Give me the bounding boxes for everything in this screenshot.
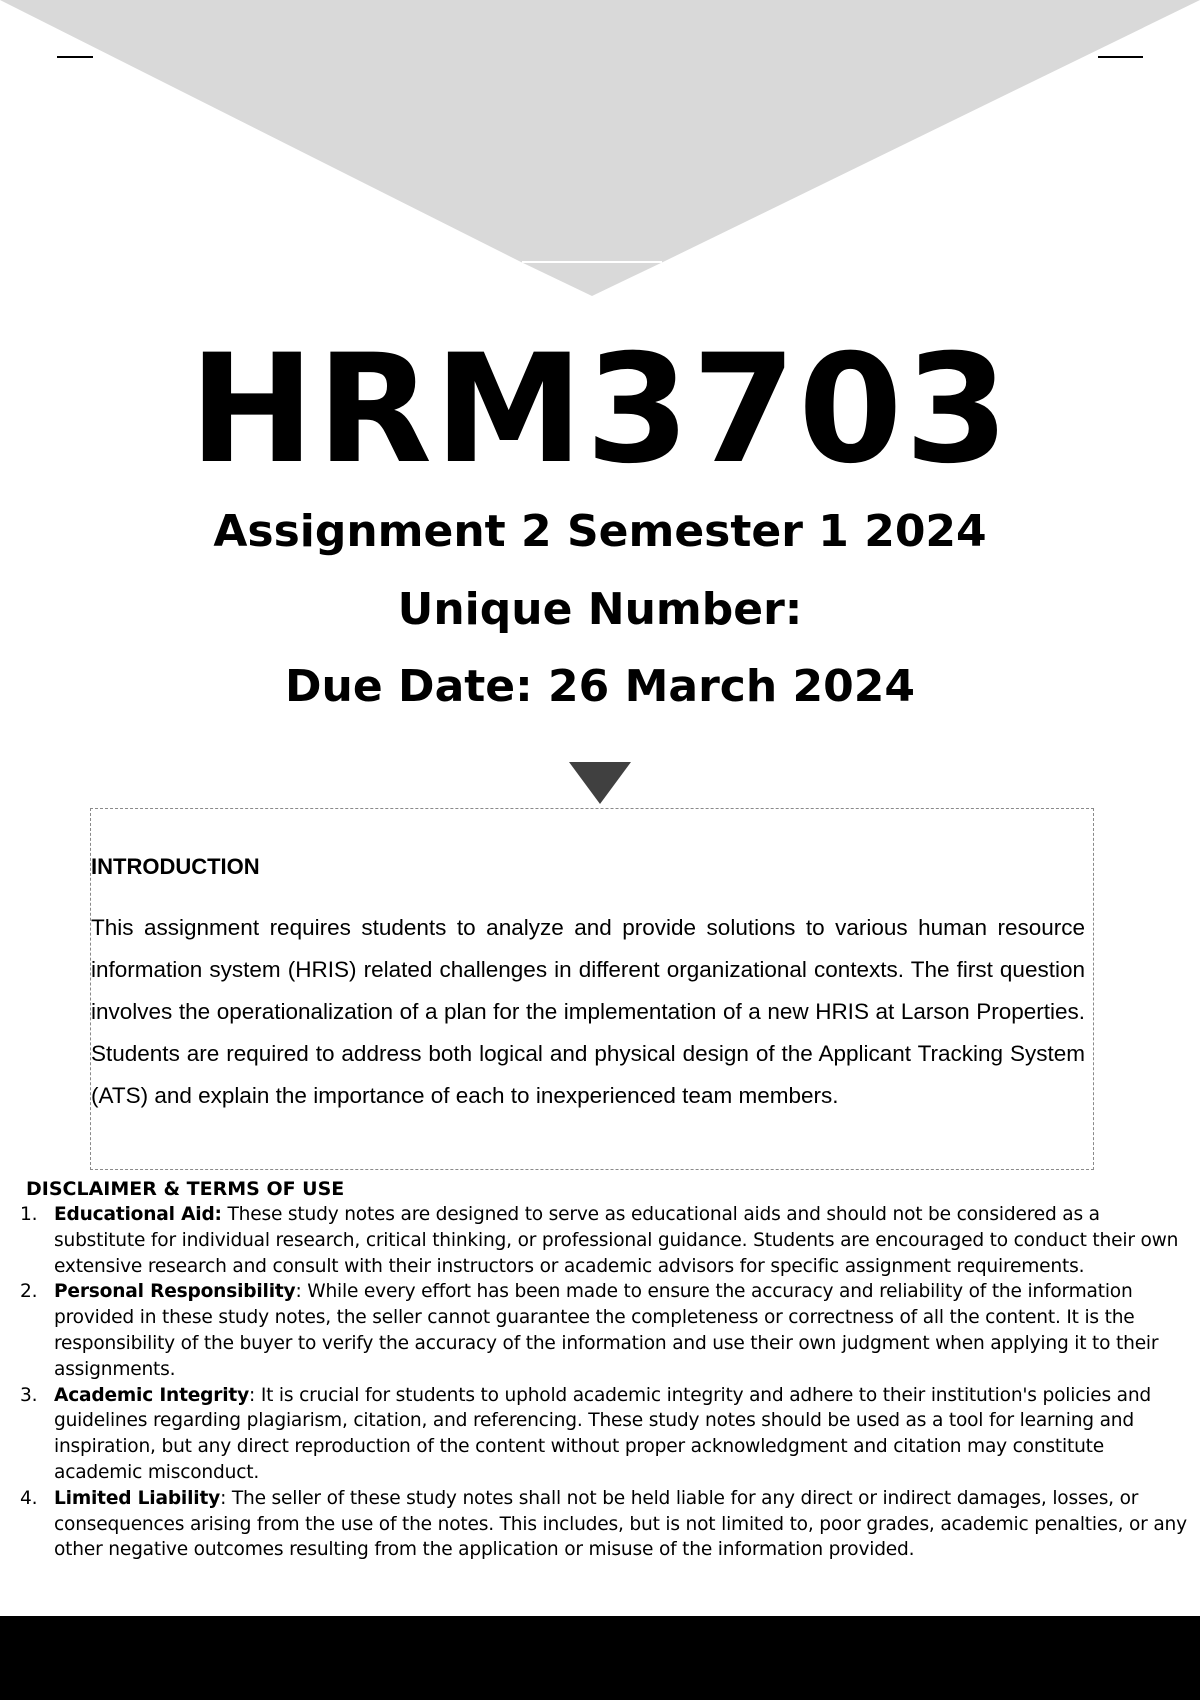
- term-item-educational-aid: [20, 1202, 1190, 1279]
- terms-list: [20, 1202, 1190, 1563]
- term-title: Personal Responsibility: [54, 1281, 296, 1303]
- term-title: Educational Aid:: [54, 1204, 222, 1225]
- unique-number-label: Unique Number:: [397, 584, 803, 635]
- due-date-label: Due Date: 26 March 2024: [285, 661, 915, 712]
- term-text: These study notes are designed to serve as educational aids and should not be considered as a substitute for individual research, critical thinking, or professional guidance. Students are encouraged to conduct their own extensive research and consult with their instructors or academic advisors for specific assignment requirements.: [54, 1204, 1179, 1277]
- term-item-academic-integrity: [20, 1383, 1190, 1486]
- term-text: : It is crucial for students to uphold academic integrity and adhere to their institution's policies and guidelines regarding plagiarism, citation, and referencing. These study notes should be used as a tool for learning and inspiration, but any direct reproduction of the content without proper acknowledgment and citation may constitute academic misconduct.: [54, 1384, 1152, 1483]
- introduction-text: This assignment requires students to analyze and provide solutions to various human resource information system (HRIS) related challenges in different organizational contexts. The first question involves the operationalization of a plan for the implementation of a new HRIS at Larson Properties. Students are required to address both logical and physical design of the Applicant Tracking System (ATS) and explain the importance of each to inexperienced team members.: [91, 915, 1085, 1108]
- chevron-banner: [0, 0, 1200, 300]
- course-code-title: HRM3703: [189, 323, 1011, 497]
- term-item-limited-liability: [20, 1486, 1190, 1563]
- term-number: 3.: [20, 1384, 38, 1406]
- disclaimer-section: [20, 1176, 1190, 1563]
- term-text: : While every effort has been made to ensure the accuracy and reliability of the information provided in these study notes, the seller cannot guarantee the completeness or correctness of all the content. It is the responsibility of the buyer to verify the accuracy of the information and use their own judgment when applying it to their assignments.: [54, 1281, 1159, 1380]
- term-title: Limited Liability: [54, 1487, 221, 1509]
- introduction-heading: INTRODUCTION: [91, 854, 260, 879]
- term-number: 2.: [20, 1281, 38, 1303]
- corner-rule-left: [57, 56, 93, 58]
- corner-rule-right: [1098, 56, 1143, 58]
- bottom-black-bar: [0, 1616, 1200, 1700]
- term-number: 1.: [20, 1204, 38, 1225]
- term-text: : The seller of these study notes shall not be held liable for any direct or indirect damages, losses, or consequences arising from the use of the notes. This includes, but is not limited to, poor grades, academic penalties, or any other negative outcomes resulting from the application or misuse of the information provided.: [54, 1487, 1187, 1561]
- disclaimer-heading: DISCLAIMER & TERMS OF USE: [26, 1178, 345, 1200]
- term-number: 4.: [20, 1487, 38, 1509]
- term-item-personal-responsibility: [20, 1279, 1190, 1382]
- banner-shape: [0, 0, 1200, 296]
- introduction-box: [90, 808, 1094, 1170]
- assignment-subtitle: Assignment 2 Semester 1 2024: [213, 506, 987, 557]
- term-title: Academic Integrity: [54, 1384, 250, 1406]
- down-triangle-icon: [569, 762, 631, 804]
